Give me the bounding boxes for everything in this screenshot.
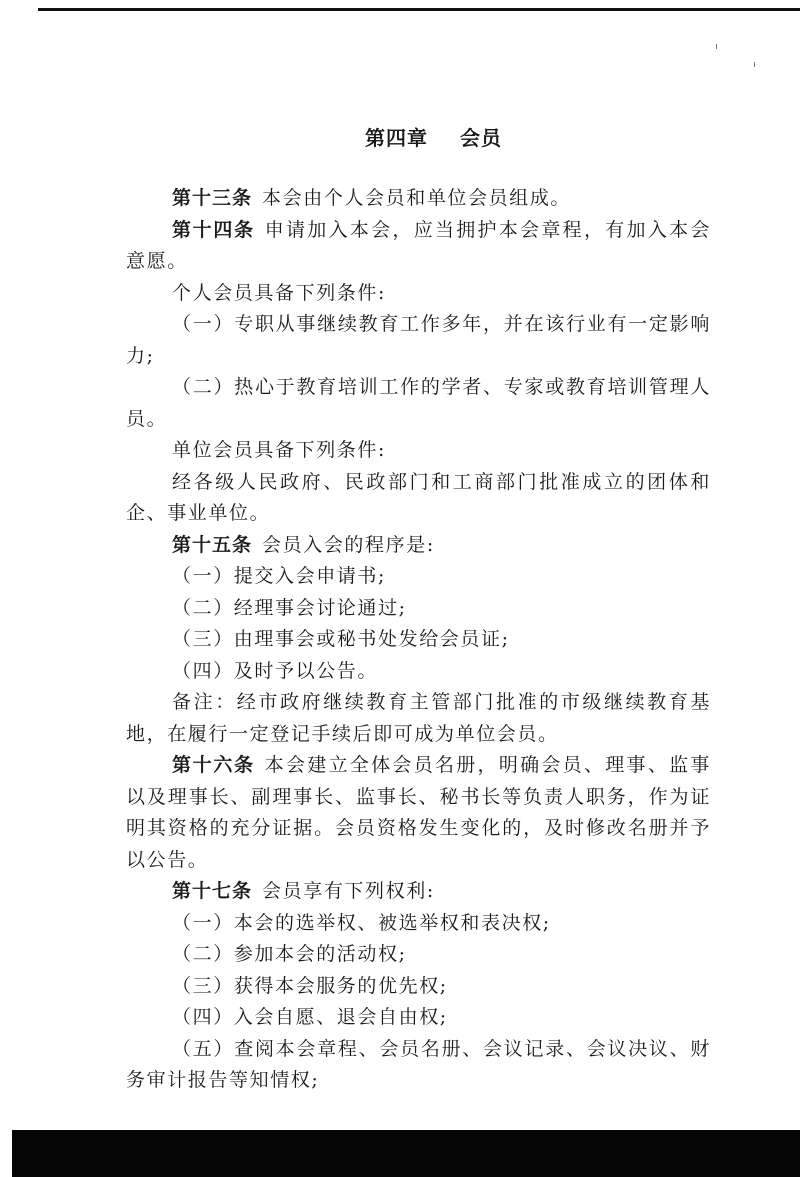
article-label: 第十七条	[172, 880, 253, 902]
scan-top-border	[38, 8, 800, 11]
body-paragraph	[126, 309, 711, 372]
article-label: 第十四条	[172, 218, 255, 241]
scan-bottom-band	[12, 1130, 800, 1177]
paragraph-text: 本会建立全体会员名册，明确会员、理事、监事以及理事长、副理事长、监事长、秘书长等负责人职务，作为证明其资格的充分证据。会员资格发生变化的，及时修改名册并予以公告。	[126, 754, 711, 871]
document-page	[126, 118, 711, 1097]
body-paragraph	[126, 435, 711, 467]
body-paragraph	[126, 908, 711, 940]
article-label: 第十三条	[172, 187, 253, 209]
body-paragraph	[126, 624, 711, 656]
body-paragraph	[126, 971, 711, 1003]
body-paragraph	[126, 467, 711, 530]
body-paragraph	[126, 278, 711, 310]
paragraph-text: （五）查阅本会章程、会员名册、会议记录、会议决议、财务审计报告等知情权;	[126, 1037, 711, 1091]
scan-speck	[754, 62, 755, 67]
article-label: 第十六条	[172, 754, 255, 776]
paragraph-text: 申请加入本会，应当拥护本会章程，有加入本会意愿。	[126, 218, 711, 272]
article-paragraph	[126, 183, 711, 215]
article-paragraph	[126, 750, 711, 876]
article-paragraph	[126, 530, 711, 562]
paragraph-text: 备注：经市政府继续教育主管部门批准的市级继续教育基地，在履行一定登记手续后即可成为单位会员。	[126, 691, 711, 745]
body-paragraph	[126, 561, 711, 593]
paragraph-text: （四）及时予以公告。	[172, 659, 379, 682]
body-paragraph	[126, 939, 711, 971]
body-paragraph	[126, 593, 711, 625]
chapter-heading	[126, 118, 711, 158]
chapter-body	[126, 183, 711, 1097]
body-paragraph	[126, 1034, 711, 1097]
paragraph-text: （三）由理事会或秘书处发给会员证;	[172, 628, 510, 650]
paragraph-text: （二）热心于教育培训工作的学者、专家或教育培训管理人员。	[126, 376, 711, 430]
paragraph-text: 单位会员具备下列条件:	[172, 439, 387, 461]
paragraph-text: （一）提交入会申请书;	[172, 565, 387, 587]
paragraph-text: 会员入会的程序是:	[262, 533, 435, 556]
article-paragraph	[126, 876, 711, 908]
body-paragraph	[126, 1002, 711, 1034]
paragraph-text: （一）本会的选举权、被选举权和表决权;	[172, 911, 551, 934]
paragraph-text: （四）入会自愿、退会自由权;	[172, 1006, 448, 1028]
paragraph-text: （三）获得本会服务的优先权;	[172, 974, 448, 997]
body-paragraph	[126, 372, 711, 435]
paragraph-text: （二）参加本会的活动权;	[172, 943, 407, 965]
body-paragraph	[126, 687, 711, 750]
scan-speck	[716, 44, 717, 49]
article-label: 第十五条	[172, 533, 253, 556]
paragraph-text: （一）专职从事继续教育工作多年，并在该行业有一定影响力;	[126, 313, 711, 367]
body-paragraph	[126, 656, 711, 688]
paragraph-text: 会员享有下列权利:	[262, 880, 435, 902]
chapter-title: 会员	[460, 126, 502, 150]
paragraph-text: 经各级人民政府、民政部门和工商部门批准成立的团体和企、事业单位。	[126, 470, 711, 524]
chapter-number: 第四章	[365, 126, 428, 150]
paragraph-text: 本会由个人会员和单位会员组成。	[262, 187, 572, 209]
paragraph-text: 个人会员具备下列条件:	[172, 281, 387, 304]
article-paragraph	[126, 215, 711, 278]
paragraph-text: （二）经理事会讨论通过;	[172, 596, 407, 619]
